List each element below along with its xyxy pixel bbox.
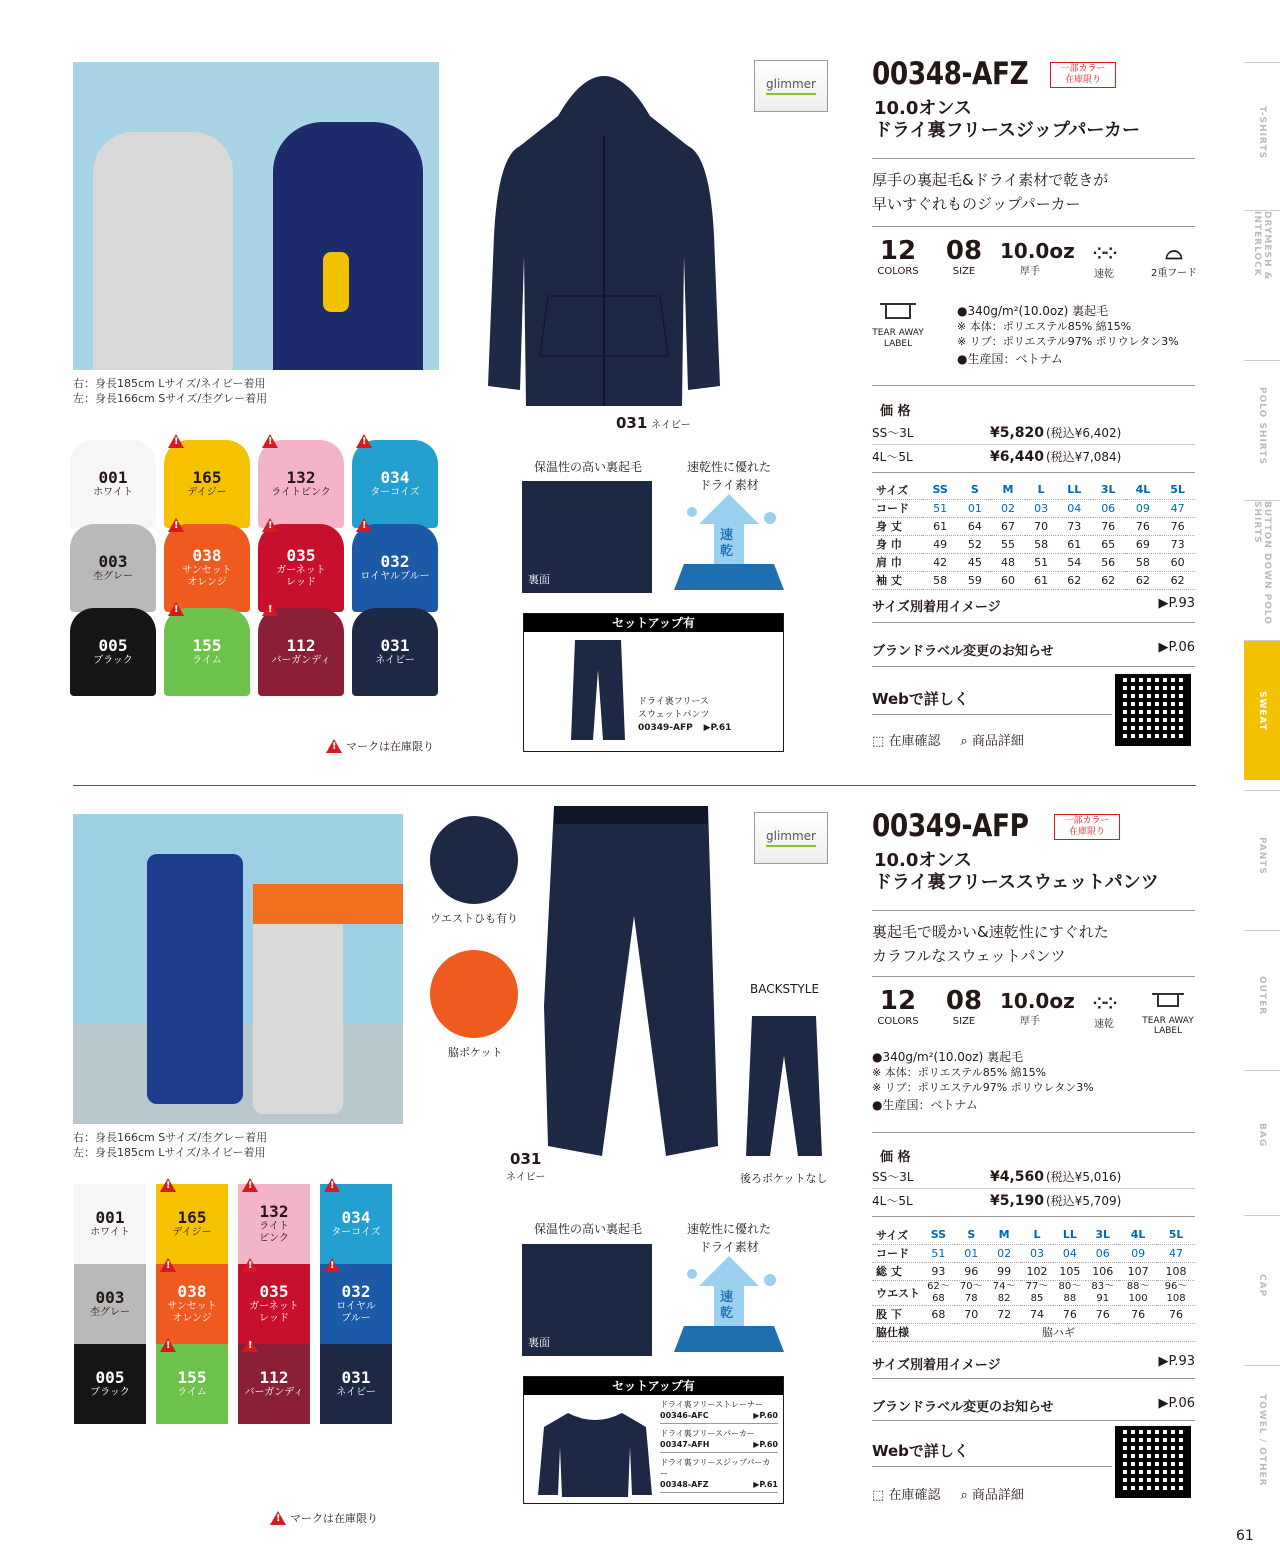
setup-sweatshirt-image [538,1407,652,1499]
price-range-2-tax: (税込¥7,084) [1046,450,1122,464]
fleece-swatch-image: 裏面 [522,481,652,593]
swatch-code: 001 [98,468,128,487]
feature-dry-label-4: ドライ素材 [699,1240,759,1254]
warning-icon [326,739,342,753]
swatch-label: ブルー [341,1313,371,1324]
color-swatch-031[interactable] [352,608,438,696]
swatch-label: レッド [286,577,316,588]
swatch-label: ロイヤルブルー [360,571,430,582]
box-icon: ⬚ [872,734,885,749]
size-row: ウエスト 62〜68 70〜78 74〜82 77〜85 80〜88 83〜91 88〜100 96〜108 [872,1280,1195,1305]
swatch-code: 038 [192,546,222,565]
product-weight-2: 10.0オンス [874,850,972,871]
warning-icon [242,1178,258,1192]
price-range-2: ¥6,440 [990,449,1045,465]
swatch-label: サンセット [167,1301,217,1312]
color-swatch-035[interactable] [258,524,344,612]
color-swatch-165[interactable] [156,1184,228,1264]
warning-icon [160,1258,176,1272]
warning-icon-2 [270,1511,286,1525]
swatch-code: 132 [259,1202,289,1221]
size-row: 身 巾 49 52 55 58 61 65 69 73 [872,535,1195,553]
color-swatch-001[interactable] [74,1184,146,1264]
color-swatch-112[interactable] [258,608,344,696]
swatch-code: 003 [98,552,128,571]
limited-stock-badge: 一部カラー 在庫限り [1050,62,1116,88]
stock-check-button[interactable]: ⬚ 在庫確認 [872,734,941,749]
swatch-label: ネイビー [336,1387,376,1398]
double-hood-icon: ⌓ [1165,240,1183,265]
color-swatch-003[interactable] [70,524,156,612]
swatch-label: ライム [192,655,222,666]
back-pocket-note: 後ろポケットなし [740,1172,828,1185]
swatch-label: デイジー [172,1227,212,1238]
swatch-label: 杢グレー [93,571,133,582]
warning-icon [242,1338,258,1352]
setup-heading: セットアップ有 [524,614,783,632]
color-swatch-132[interactable] [238,1184,310,1264]
warning-icon [160,1178,176,1192]
color-swatch-031[interactable] [320,1344,392,1424]
swatch-label: サンセット [182,565,232,576]
swatch-label: ピンク [259,1233,289,1244]
color-swatch-032[interactable] [352,524,438,612]
swatch-label: レッド [259,1313,289,1324]
spec-厚手: 10.0oz 厚手 [1000,989,1075,1027]
size-row: 股 下 68 70 72 74 76 76 76 76 [872,1305,1195,1323]
feature-dry-label-3: 速乾性に優れた [686,1222,771,1236]
swatch-label: ホワイト [93,487,133,498]
tear-away-label-4: LABEL [1153,1026,1183,1036]
swatch-label: ガーネット [249,1301,299,1312]
setup-item[interactable]: ドライ裏フリースパーカー 00347-AFH ▶P.60 [660,1428,778,1453]
color-swatch-001[interactable] [70,440,156,528]
price-heading: 価 格 [880,404,911,419]
product-weight: 10.0オンス [874,98,972,119]
price-range-4-tax: (税込¥5,709) [1046,1194,1122,1208]
sidebar-tab-drymesh-interlock[interactable]: DRYMESH & INTERLOCK [1244,210,1280,350]
feature-fleece-label: 保温性の高い裏起毛 [533,460,642,474]
setup-item-page[interactable]: ▶P.61 [703,723,732,733]
swatch-label: ターコイズ [331,1227,381,1238]
price-range-3: ¥4,560 [990,1169,1045,1185]
price-range-1-tax: (税込¥6,402) [1046,426,1122,440]
warning-icon [324,1178,340,1192]
warning-icon [262,602,278,616]
spec-厚手: 10.0oz 厚手 [1000,239,1075,277]
material-body: ※ 本体：ポリエステル85% 綿15% [957,320,1132,333]
spec-size: 08 SIZE [945,236,983,277]
warning-icon [168,518,184,532]
swatch-code: 112 [286,636,316,655]
size-table [872,481,1195,590]
swatch-code: 031 [380,636,410,655]
price-range-3-label: SS〜3L [872,1170,914,1184]
warning-icon [160,1338,176,1352]
qr-code-2[interactable] [1115,1426,1191,1498]
price-range-1-label: SS〜3L [872,426,914,440]
price-range-2-label: 4L〜5L [872,450,913,464]
photo-caption-3: 右：身長166cm Sサイズ/杢グレー着用 [73,1131,268,1144]
spec-colors: 12 COLORS [877,236,919,277]
color-swatch-132[interactable] [258,440,344,528]
swatch-code: 155 [192,636,222,655]
size-row: 身 丈 61 64 67 70 73 76 76 76 [872,517,1195,535]
swatch-code: 165 [177,1208,207,1227]
swatch-label: ブラック [90,1387,130,1398]
setup-item-code: 00349-AFP [638,723,693,733]
color-swatch-112[interactable] [238,1344,310,1424]
color-swatch-038[interactable] [156,1264,228,1344]
swatch-code: 001 [95,1208,125,1227]
swatch-label: ホワイト [90,1227,130,1238]
brand-label-notice-link-2[interactable]: ブランドラベル変更のお知らせ ▶P.06 [872,1396,1195,1415]
swatch-label: バーガンディ [244,1387,304,1398]
color-swatch-155[interactable] [164,608,250,696]
swatch-code: 032 [341,1282,371,1301]
brand-logo: glimmer [754,60,828,112]
product-code-2: 00349-AFP [872,808,1029,844]
description-line-1: 厚手の裏起毛&ドライ素材で乾きが [872,171,1109,189]
setup-pants-image [569,640,627,744]
setup-box [523,613,784,752]
swatch-label: 杢グレー [90,1307,130,1318]
swatch-label: ガーネット [276,565,326,576]
fleece-swatch-image-2: 裏面 [522,1244,652,1356]
sidebar-tab-outer[interactable]: OUTER [1244,930,1280,1060]
color-swatch-005[interactable] [74,1344,146,1424]
color-swatch-032[interactable] [320,1264,392,1344]
setup-item[interactable]: ドライ裏フリースジップパーカー 00348-AFZ ▶P.61 [660,1457,778,1493]
swatch-label: ブラック [93,655,133,666]
product-name-2: ドライ裏フリーススウェットパンツ [874,872,1159,893]
swatch-code: 005 [98,636,128,655]
product-code: 00348-AFZ [872,56,1029,92]
quick-dry-icon: 速 乾 [674,484,784,596]
main-color-code: 031 [616,414,648,432]
swatch-code: 003 [95,1288,125,1307]
feature-fleece-label-2: 保温性の高い裏起毛 [533,1222,642,1236]
web-details-label: Webで詳しく [872,690,969,708]
feature-dry-label-2: ドライ素材 [699,478,759,492]
tear-away-label-2: LABEL [883,339,913,349]
size-row: サイズ SS S M L LL 3L 4L 5L [872,481,1195,499]
sidebar-tab-polo-shirts[interactable]: POLO SHIRTS [1244,360,1280,490]
brand-logo-2: glimmer [754,812,828,864]
product-name: ドライ裏フリースジップパーカー [874,120,1141,141]
web-details-label-2: Webで詳しく [872,1442,969,1460]
size-row: 脇仕様 脇ハギ [872,1323,1195,1341]
setup-item-name-2: スウェットパンツ [638,710,710,720]
swatch-code: 032 [380,552,410,571]
swatch-code: 132 [286,468,316,487]
spec-2重フード: ⌓ 2重フード [1150,240,1198,279]
photo-caption-4: 左：身長185cm Lサイズ/ネイビー着用 [73,1146,266,1159]
swatch-label: ターコイズ [370,487,420,498]
product-detail-button-2[interactable]: ⌕ 商品詳細 [960,1488,1024,1503]
size-image-link[interactable]: サイズ別着用イメージ ▶P.93 [872,596,1195,615]
spec-icons [868,236,1198,290]
swatch-label: ライトピンク [271,487,331,498]
description-line-4: カラフルなスウェットパンツ [872,947,1066,965]
size-row: 袖 丈 58 59 60 61 62 62 62 62 [872,571,1195,589]
model-photo-pants [73,814,403,1124]
main-pants-image [542,806,718,1162]
search-icon: ⌕ [960,1488,968,1503]
swatch-label: ネイビー [375,655,415,666]
color-swatch-034[interactable] [320,1184,392,1264]
limited-stock-note-2: マークは在庫限り [290,1512,378,1525]
box-icon: ⬚ [872,1488,885,1503]
material-weight-2: ●340g/m²(10.0oz) 裏起毛 [872,1050,1024,1064]
color-swatch-038[interactable] [164,524,250,612]
warning-icon [168,602,184,616]
swatch-code: 031 [341,1368,371,1387]
warning-icon [356,518,372,532]
backstyle-label: BACKSTYLE [750,982,820,996]
sidebar-tab-pants[interactable]: PANTS [1244,790,1280,920]
main-color-name: ネイビー [651,420,691,431]
size-row: コード 51 01 02 03 04 06 09 47 [872,499,1195,517]
swatch-label: オレンジ [187,577,227,588]
size-row: 総 丈 93 96 99 102 105 106 107 108 [872,1262,1195,1280]
spec-size: 08 SIZE [945,986,983,1027]
setup-item[interactable]: ドライ裏フリーストレーナー 00346-AFC ▶P.60 [660,1399,778,1424]
swatch-code: 112 [259,1368,289,1387]
price-range-1: ¥5,820 [990,425,1045,441]
waist-string-label: ウエストひも有り [430,912,518,925]
warning-icon [168,434,184,448]
color-swatch-003[interactable] [74,1264,146,1344]
photo-caption-2: 左：身長166cm Sサイズ/杢グレー着用 [73,392,268,405]
waist-detail-image [430,816,518,904]
swatch-label: バーガンディ [271,655,331,666]
tear-away-label-1: TEAR AWAY [872,328,924,338]
size-image-link-2[interactable]: サイズ別着用イメージ ▶P.93 [872,1354,1195,1373]
quick-dry-dots-icon: ⁘⁘ [1092,994,1116,1013]
side-pocket-label: 脇ポケット [448,1046,503,1059]
size-row: 肩 巾 42 45 48 51 54 56 58 60 [872,553,1195,571]
size-table-2 [872,1226,1195,1342]
spec-速乾: ⁘⁘ 速乾 [1092,994,1116,1030]
color-swatch-155[interactable] [156,1344,228,1424]
search-icon: ⌕ [960,734,968,749]
material-rib-2: ※ リブ：ポリエステル97% ポリウレタン3% [872,1081,1094,1094]
sidebar-tab-bag[interactable]: BAG [1244,1070,1280,1200]
country-of-origin-2: ●生産国：ベトナム [872,1098,978,1112]
price-heading-2: 価 格 [880,1150,911,1165]
color-swatch-035[interactable] [238,1264,310,1344]
swatch-code: 005 [95,1368,125,1387]
color-swatch-005[interactable] [70,608,156,696]
price-range-3-tax: (税込¥5,016) [1046,1170,1122,1184]
qr-code[interactable] [1115,674,1191,746]
description-line-3: 裏起毛で暖かい&速乾性にすぐれた [872,923,1109,941]
swatch-label: デイジー [187,487,227,498]
warning-icon [356,434,372,448]
setup-heading-2: セットアップ有 [524,1377,783,1395]
warning-icon [324,1258,340,1272]
product-detail-button[interactable]: ⌕ 商品詳細 [960,734,1024,749]
size-row: コード 51 01 02 03 04 06 09 47 [872,1244,1195,1262]
model-photo-hoodie [73,62,439,370]
tear-away-label-icon [876,298,920,326]
swatch-label: ロイヤル [336,1301,376,1312]
size-row: サイズ SS S M L LL 3L 4L 5L [872,1226,1195,1244]
photo-caption-1: 右：身長185cm Lサイズ/ネイビー着用 [73,377,266,390]
limited-stock-badge-2: 一部カラー 在庫限り [1054,814,1120,840]
material-body-2: ※ 本体：ポリエステル85% 綿15% [872,1066,1047,1079]
stock-check-button-2[interactable]: ⬚ 在庫確認 [872,1488,941,1503]
swatch-code: 034 [380,468,410,487]
setup-item-name-1: ドライ裏フリース [638,697,709,707]
warning-icon [262,518,278,532]
price-range-4-label: 4L〜5L [872,1194,913,1208]
swatch-code: 034 [341,1208,371,1227]
swatch-code: 155 [177,1368,207,1387]
sidebar-tab-t-shirts[interactable]: T-SHIRTS [1244,62,1280,202]
sidebar-tab-cap[interactable]: CAP [1244,1215,1280,1355]
brand-label-notice-link[interactable]: ブランドラベル変更のお知らせ ▶P.06 [872,640,1195,659]
description-line-2: 早いすぐれものジップパーカー [872,195,1081,213]
swatch-label: ライト [259,1221,289,1232]
color-swatch-165[interactable] [164,440,250,528]
swatch-code: 035 [259,1282,289,1301]
swatch-label: オレンジ [172,1313,212,1324]
price-range-4: ¥5,190 [990,1193,1045,1209]
warning-icon [262,434,278,448]
back-pants-image [746,1016,822,1160]
main-color-code-2: 031 [510,1150,542,1168]
material-rib: ※ リブ：ポリエステル97% ポリウレタン3% [957,335,1179,348]
quick-dry-icon-2: 速 乾 [674,1246,784,1358]
material-weight: ●340g/m²(10.0oz) 裏起毛 [957,304,1109,318]
sidebar-tab-towel-other[interactable]: TOWEL / OTHER [1244,1365,1280,1515]
warning-icon [242,1258,258,1272]
setup-box-2 [523,1376,784,1504]
country-of-origin: ●生産国：ベトナム [957,352,1063,366]
page-number: 61 [1236,1528,1254,1544]
color-swatch-034[interactable] [352,440,438,528]
tear-away-label-3: TEAR AWAY [1142,1016,1194,1026]
spec-速乾: ⁘⁘ 速乾 [1092,244,1116,280]
swatch-code: 165 [192,468,222,487]
tear-away-label-icon-2 [1148,990,1188,1014]
spec-colors: 12 COLORS [877,986,919,1027]
limited-stock-note: マークは在庫限り [346,740,434,753]
feature-dry-label-1: 速乾性に優れた [686,460,771,474]
swatch-label: ライム [177,1387,207,1398]
quick-dry-dots-icon: ⁘⁘ [1092,244,1116,263]
sidebar-tab-sweat[interactable]: SWEAT [1244,640,1280,780]
main-hoodie-image [488,56,720,411]
pocket-detail-image [430,950,518,1038]
swatch-code: 038 [177,1282,207,1301]
main-color-name-2: ネイビー [506,1172,546,1183]
sidebar-tab-button-down-polo-shirts[interactable]: BUTTON DOWN POLO SHIRTS [1244,500,1280,630]
swatch-code: 035 [286,546,316,565]
